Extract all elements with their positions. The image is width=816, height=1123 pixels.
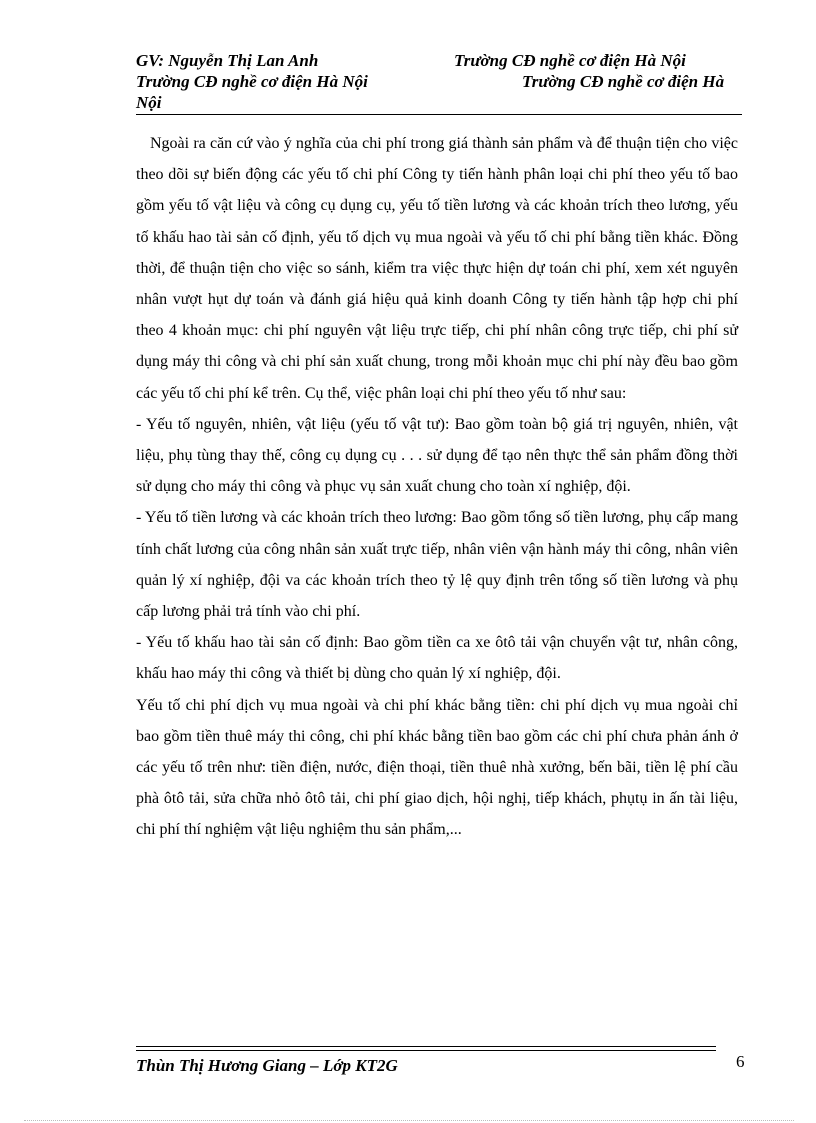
- paragraph-services: Yếu tố chi phí dịch vụ mua ngoài và chi phí khác bằng tiền: chi phí dịch vụ mua ngoài chỉ bao gồm tiền thuê máy thi công, chi phí khác bằng tiền bao gồm các chi phí chưa phản ánh ở các yếu tố trên như: tiền điện, nước, điện thoại, tiền thuê nhà xưởng, bến bãi, tiền lệ phí cầu phà ôtô tải, sửa chữa nhỏ ôtô tải, chi phí giao dịch, hội nghị, tiếp khách, phụtụ in ấn tài liệu, chi phí thí nghiệm vật liệu nghiệm thu sản phẩm,...: [136, 696, 738, 839]
- paragraph-wages: - Yếu tố tiền lương và các khoản trích theo lương: Bao gồm tổng số tiền lương, phụ cấp mang tính chất lương của công nhân sản xuất trực tiếp, nhân viên vận hành máy thi công, nhân viên quản lý xí nghiệp, đội va các khoản trích theo tỷ lệ quy định trên tổng số tiền lương và phụ cấp lương phải trả tính vào chi phí.: [136, 509, 738, 621]
- paragraph-materials: - Yếu tố nguyên, nhiên, vật liệu (yếu tố vật tư): Bao gồm toàn bộ giá trị nguyên, nhiên, vật liệu, phụ tùng thay thế, công cụ dụng cụ . . . sử dụng để tạo nên thực thể sản phẩm đồng thời sử dụng cho máy thi công và phục vụ sản xuất chung cho toàn xí nghiệp, đội.: [136, 415, 738, 496]
- page-bottom-edge: [24, 1120, 794, 1121]
- school-name-wrap: Nội: [136, 93, 162, 112]
- school-name: Trường CĐ nghề cơ điện Hà: [522, 72, 725, 91]
- paragraph-depreciation: - Yếu tố khấu hao tài sản cố định: Bao gồm tiền ca xe ôtô tải vận chuyển vật tư, nhân công, khấu hao máy thi công và thiết bị dùng cho quản lý xí nghiệp, đội.: [136, 634, 738, 683]
- school-name: Trường CĐ nghề cơ điện Hà Nội: [454, 51, 686, 70]
- footer-author: Thùn Thị Hương Giang – Lớp KT2G: [136, 1056, 398, 1075]
- footer-divider: [136, 1050, 716, 1051]
- header-line-1: [136, 50, 742, 71]
- document-body: [136, 128, 738, 846]
- paragraph-intro: Ngoài ra căn cứ vào ý nghĩa của chi phí trong giá thành sản phẩm và để thuận tiện cho việc theo dõi sự biến động các yếu tố chi phí Công ty tiến hành phân loại chi phí theo yếu tố bao gồm yếu tố vật liệu và công cụ dụng cụ, yếu tố tiền lương và các khoản trích theo lương, yếu tố khấu hao tài sản cố định, yếu tố dịch vụ mua ngoài và yếu tố chi phí bằng tiền khác. Đồng thời, để thuận tiện cho việc so sánh, kiểm tra việc thực hiện dự toán chi phí, xem xét nguyên nhân vượt hụt dự toán và đánh giá hiệu quả kinh doanh Công ty tiến hành tập hợp chi phí theo 4 khoản mục: chi phí nguyên vật liệu trực tiếp, chi phí nhân công trực tiếp, chi phí sử dụng máy thi công và chi phí sản xuất chung, trong mỗi khoản mục chi phí này đều bao gồm các yếu tố chi phí kể trên. Cụ thể, việc phân loại chi phí theo yếu tố như sau:: [136, 135, 738, 402]
- header-divider: [136, 114, 742, 115]
- school-name: Trường CĐ nghề cơ điện Hà Nội: [136, 72, 368, 91]
- teacher-name: GV: Nguyễn Thị Lan Anh: [136, 51, 319, 70]
- header-line-3: [136, 92, 742, 113]
- header-line-2: [136, 71, 742, 92]
- page-header: [136, 50, 742, 113]
- footer-divider: [136, 1046, 716, 1047]
- page-number: 6: [736, 1052, 745, 1071]
